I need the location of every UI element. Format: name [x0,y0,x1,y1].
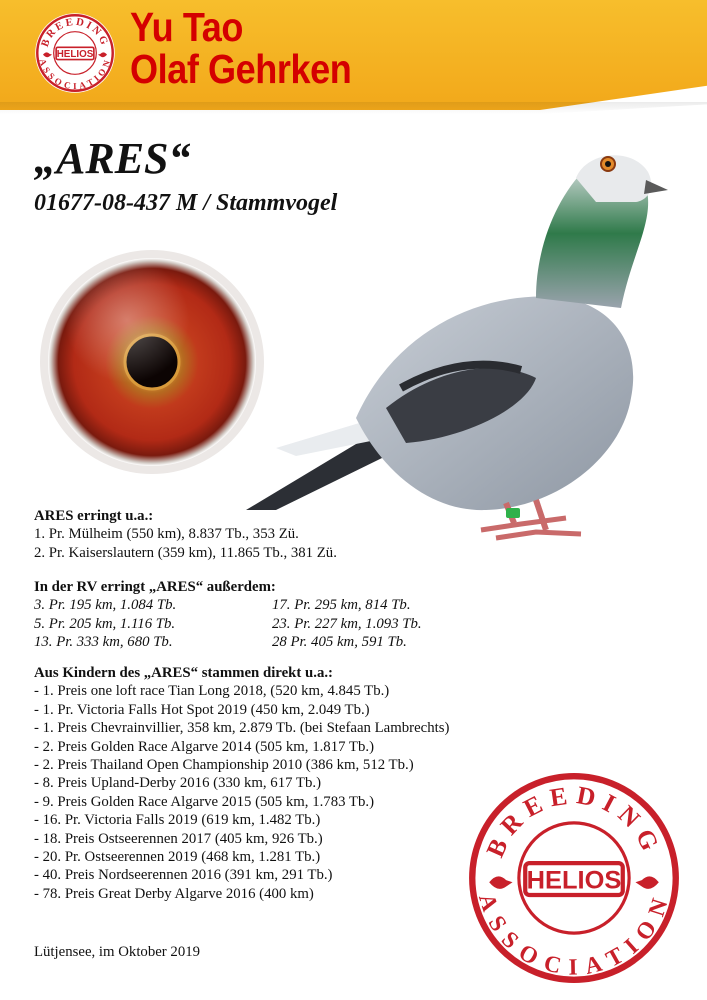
child-item: - 16. Pr. Victoria Falls 2019 (619 km, 1.482 Tb.) [34,812,321,829]
rv-section [34,578,504,652]
owner-line-1: Yu Tao [130,4,243,50]
rv-item: 17. Pr. 295 km, 814 Tb. [272,597,411,614]
result-item: 1. Pr. Mülheim (550 km), 8.837 Tb., 353 Zü. [34,526,299,543]
child-item: - 1. Preis one loft race Tian Long 2018, (520 km, 4.845 Tb.) [34,683,390,700]
rv-grid [34,596,504,651]
child-item: - 78. Preis Great Derby Algarve 2016 (400 km) [34,885,314,902]
logo-large-bottom-text: ASSOCIATION [472,890,676,981]
rv-title: In der RV erringt „ARES“ außerdem: [34,579,276,595]
child-item: - 40. Preis Nordseerennen 2016 (391 km, 291 Tb.) [34,867,333,884]
logo-large-top-text: BREEDING [480,780,668,862]
header-shadow [0,102,707,114]
logo-small-bottom-text: ASSOCIATION [37,57,113,92]
child-item: - 18. Preis Ostseerennen 2017 (405 km, 926 Tb.) [34,830,323,847]
helios-logo-small [34,12,116,94]
logo-large-center-text: HELIOS [526,866,622,895]
rv-item: 13. Pr. 333 km, 680 Tb. [34,634,173,651]
rv-item: 3. Pr. 195 km, 1.084 Tb. [34,597,177,614]
owner-line-2: Olaf Gehrken [130,46,352,92]
child-item: - 8. Preis Upland-Derby 2016 (330 km, 617 Tb.) [34,775,321,792]
bird-ring-number: 01677-08-437 M / Stammvogel [34,190,338,216]
child-item: - 1. Preis Chevrainvillier, 358 km, 2.879 Tb. (bei Stefaan Lambrechts) [34,720,450,737]
child-item: - 2. Preis Thailand Open Championship 2010 (386 km, 512 Tb.) [34,757,414,774]
logo-small-top-text: BREEDING [39,16,111,49]
rv-item: 23. Pr. 227 km, 1.093 Tb. [272,615,422,632]
children-section [34,664,504,903]
child-item: - 9. Preis Golden Race Algarve 2015 (505 km, 1.783 Tb.) [34,793,374,810]
child-item: - 1. Pr. Victoria Falls Hot Spot 2019 (450 km, 2.049 Tb.) [34,701,370,718]
helios-logo-large [468,772,680,984]
result-item: 2. Pr. Kaiserslautern (359 km), 11.865 Tb., 381 Zü. [34,544,337,561]
footer-date-line: Lütjensee, im Oktober 2019 [34,944,201,960]
eye-image [40,250,264,474]
rv-item: 28 Pr. 405 km, 591 Tb. [272,634,407,651]
pigeon-image [236,138,676,558]
results-section [34,507,504,562]
results-title: ARES erringt u.a.: [34,508,154,524]
rv-item: 5. Pr. 205 km, 1.116 Tb. [34,615,176,632]
bird-name: „ARES“ [34,134,191,183]
child-item: - 2. Preis Golden Race Algarve 2014 (505 km, 1.817 Tb.) [34,738,374,755]
children-title: Aus Kindern des „ARES“ stammen direkt u.a.: [34,665,333,681]
owner-names [130,6,351,90]
child-item: - 20. Pr. Ostseerennen 2019 (468 km, 1.281 Tb.) [34,849,321,866]
logo-small-center-text: HELIOS [56,49,94,61]
